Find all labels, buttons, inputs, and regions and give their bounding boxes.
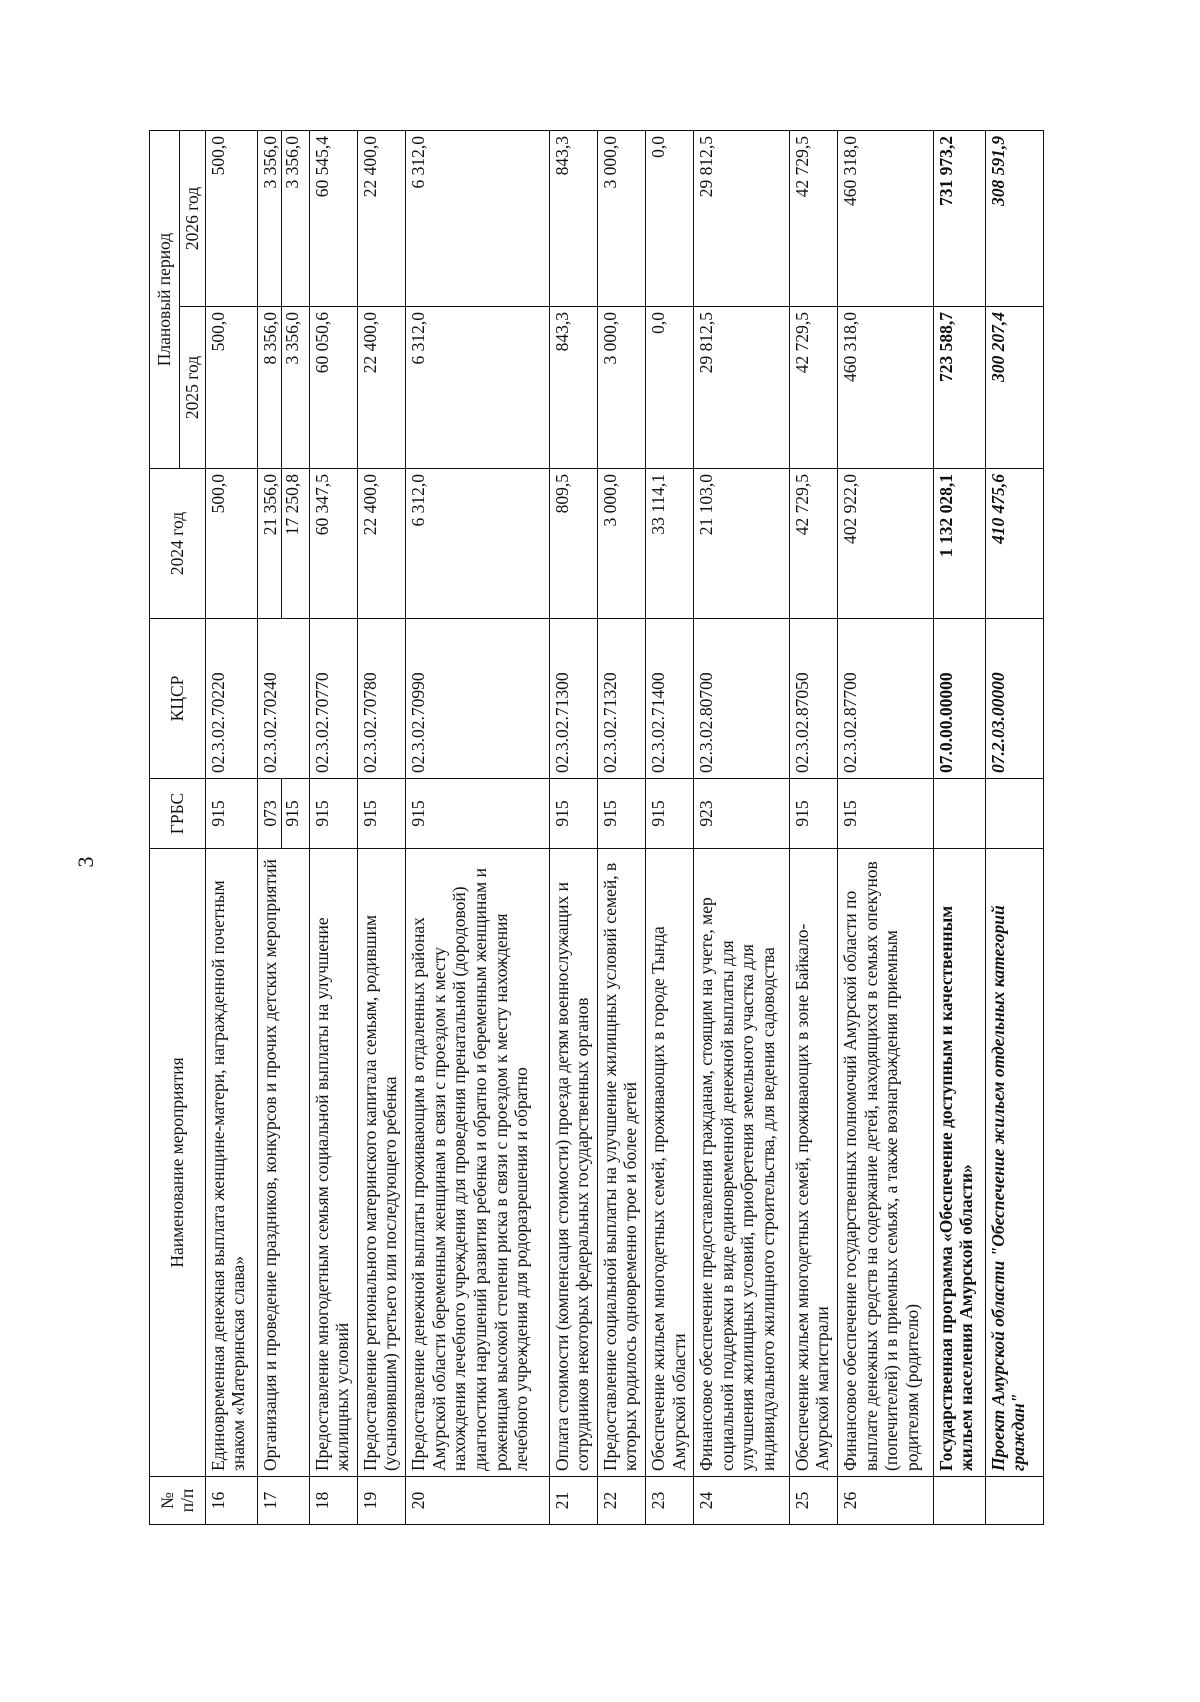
row-2024-value: 22 400,0	[359, 474, 380, 536]
row-2025-value: 500,0	[207, 312, 228, 352]
row-grbs	[357, 779, 405, 849]
row-grbs	[257, 779, 309, 849]
row-2024	[837, 469, 933, 619]
row-grbs	[549, 779, 597, 849]
row-kcsr: 02.3.02.70990	[405, 619, 549, 779]
row-2025	[837, 307, 933, 469]
row-2024-value: 60 347,5	[311, 474, 332, 536]
header-name: Наименование мероприятия	[150, 849, 206, 1477]
table-row	[257, 130, 309, 1524]
row-2024	[309, 469, 357, 619]
row-grbs-value: 915	[551, 800, 572, 827]
row-2024	[694, 469, 790, 619]
row-2025	[549, 307, 597, 469]
table-body	[205, 130, 1043, 1524]
row-grbs	[205, 779, 257, 849]
row-2026-value: 3 000,0	[599, 135, 620, 189]
row-2026-value: 42 729,5	[791, 135, 812, 198]
row-2024-value: 42 729,5	[791, 474, 812, 536]
header-2025: 2025 год	[180, 307, 206, 469]
row-number: 20	[405, 1477, 549, 1525]
row-2026-value: 0,0	[647, 135, 668, 158]
row-2025-value: 843,3	[551, 312, 572, 352]
row-2025	[789, 307, 837, 469]
row-kcsr: 02.3.02.70770	[309, 619, 357, 779]
row-2024	[549, 469, 597, 619]
row-2026	[645, 130, 693, 306]
project-num	[985, 1477, 1043, 1525]
row-number: 18	[309, 1477, 357, 1525]
row-name: Предоставление регионального материнского капитала семьям, родившим (усыновившим) третьего или последующего ребенка	[357, 849, 405, 1477]
row-grbs-value: 915	[407, 800, 428, 827]
row-2026-value: 6 312,0	[407, 135, 428, 189]
row-2026	[309, 130, 357, 306]
row-2025-value: 6 312,0	[407, 312, 428, 365]
row-kcsr: 02.3.02.80700	[694, 619, 790, 779]
budget-table	[149, 130, 1044, 1525]
header-num: № п/п	[150, 1477, 206, 1525]
row-grbs-value: 915	[311, 800, 332, 827]
row-2026	[549, 130, 597, 306]
row-2025-value: 29 812,5	[696, 312, 717, 374]
row-grbs-value: 073	[259, 800, 280, 827]
row-kcsr: 02.3.02.71320	[597, 619, 645, 779]
row-name: Финансовое обеспечение государственных полномочий Амурской области по выплате денежных средств на содержание детей, находящихся в семьях опекунов (попечителей) и в приемных семьях, а также вознаграждения приемным родителям (родителю)	[837, 849, 933, 1477]
row-name: Организация и проведение праздников, конкурсов и прочих детских мероприятий	[257, 849, 309, 1477]
row-kcsr: 02.3.02.87050	[789, 619, 837, 779]
total-2026: 731 973,2	[933, 130, 985, 306]
project-name: Проект Амурской области "Обеспечение жильем отдельных категорий граждан"	[985, 849, 1043, 1477]
row-2024-value: 17 250,8	[281, 469, 303, 618]
table-row	[645, 130, 693, 1524]
table-row	[597, 130, 645, 1524]
total-kcsr: 07.0.00.00000	[933, 619, 985, 779]
row-2024-value: 6 312,0	[407, 474, 428, 527]
row-name: Оплата стоимости (компенсация стоимости) проезда детям военнослужащих и сотрудников некоторых федеральных государственных органов	[549, 849, 597, 1477]
row-grbs	[405, 779, 549, 849]
row-2026-value: 29 812,5	[696, 135, 717, 198]
row-2025-value: 3 000,0	[599, 312, 620, 365]
row-2026-value: 3 356,0	[281, 131, 303, 306]
row-2025-value: 460 318,0	[839, 312, 860, 382]
row-2024-value: 809,5	[551, 474, 572, 514]
row-grbs	[837, 779, 933, 849]
table-row	[205, 130, 257, 1524]
row-2024	[257, 469, 309, 619]
total-row	[933, 130, 985, 1524]
row-2024	[645, 469, 693, 619]
row-2025-value: 3 356,0	[281, 307, 303, 468]
row-2025	[597, 307, 645, 469]
row-2026-value: 60 545,4	[311, 135, 332, 198]
row-kcsr: 02.3.02.70240	[257, 619, 309, 779]
rotated-table-container	[149, 131, 1044, 1525]
row-2026-value: 843,3	[551, 135, 572, 176]
table-row	[789, 130, 837, 1524]
row-2026	[789, 130, 837, 306]
row-2024-value: 500,0	[207, 474, 228, 514]
project-2024: 410 475,6	[985, 469, 1043, 619]
table-row	[549, 130, 597, 1524]
row-2024	[597, 469, 645, 619]
row-name: Обеспечение жильем многодетных семей, проживающих в городе Тында Амурской области	[645, 849, 693, 1477]
total-num	[933, 1477, 985, 1525]
project-2026: 308 591,9	[985, 130, 1043, 306]
row-2025-value: 60 050,6	[311, 312, 332, 374]
row-2025	[645, 307, 693, 469]
row-name: Предоставление социальной выплаты на улучшение жилищных условий семей, в которых родилось одновременно трое и более детей	[597, 849, 645, 1477]
row-2026	[257, 130, 309, 306]
row-number: 21	[549, 1477, 597, 1525]
row-2025	[405, 307, 549, 469]
row-kcsr: 02.3.02.70220	[205, 619, 257, 779]
row-number: 26	[837, 1477, 933, 1525]
total-name: Государственная программа «Обеспечение доступным и качественным жильем населения Амурской области»	[933, 849, 985, 1477]
row-2026	[837, 130, 933, 306]
row-2026-value: 500,0	[207, 135, 228, 176]
row-grbs-value: 915	[839, 800, 860, 827]
header-plan-period: Плановый период	[150, 130, 180, 468]
row-number: 23	[645, 1477, 693, 1525]
row-kcsr: 02.3.02.71300	[549, 619, 597, 779]
header-kcsr: КЦСР	[150, 619, 206, 779]
row-2026	[597, 130, 645, 306]
row-2026-value: 22 400,0	[359, 135, 380, 198]
row-2025-value: 8 356,0	[259, 312, 280, 365]
row-2024	[789, 469, 837, 619]
row-2025	[205, 307, 257, 469]
row-number: 24	[694, 1477, 790, 1525]
row-2025	[309, 307, 357, 469]
row-2025	[357, 307, 405, 469]
row-2025-value: 22 400,0	[359, 312, 380, 374]
row-grbs-value: 915	[599, 800, 620, 827]
page-number: 3	[73, 856, 98, 868]
row-grbs-value: 915	[791, 800, 812, 827]
row-kcsr: 02.3.02.70780	[357, 619, 405, 779]
row-2026-value: 3 356,0	[259, 135, 280, 189]
row-grbs-value: 915	[281, 779, 303, 848]
row-grbs-value: 915	[359, 800, 380, 827]
row-2026	[405, 130, 549, 306]
table-row	[405, 130, 549, 1524]
row-grbs-value: 915	[647, 800, 668, 827]
row-number: 25	[789, 1477, 837, 1525]
table-row	[837, 130, 933, 1524]
table-row	[357, 130, 405, 1524]
row-grbs-value: 915	[207, 800, 228, 827]
row-number: 19	[357, 1477, 405, 1525]
row-name: Финансовое обеспечение предоставления гражданам, стоящим на учете, мер социальной поддержки в виде единовременной денежной выплаты для улучшения жилищных условий, приобретения земельного участка для индивидуального жилищного строительства, для ведения садоводства	[694, 849, 790, 1477]
total-2025: 723 588,7	[933, 307, 985, 469]
row-2024	[357, 469, 405, 619]
total-2024: 1 132 028,1	[933, 469, 985, 619]
row-2024-value: 402 922,0	[839, 474, 860, 544]
row-2025	[257, 307, 309, 469]
row-2024	[205, 469, 257, 619]
project-row	[985, 130, 1043, 1524]
row-2026	[694, 130, 790, 306]
row-2024-value: 3 000,0	[599, 474, 620, 527]
row-number: 22	[597, 1477, 645, 1525]
row-grbs	[645, 779, 693, 849]
row-2024-value: 21 356,0	[259, 474, 280, 536]
project-grbs	[985, 779, 1043, 849]
row-2024-value: 21 103,0	[696, 474, 717, 536]
row-name: Предоставление денежной выплаты проживающим в отдаленных районах Амурской области беременным женщинам в связи с проездом к месту нахождения лечебного учреждения для проведения пренатальной (дородовой) диагностики нарушений развития ребенка и обратно и беременным женщинам и роженицам высокой степени риска в связи с проездом к месту нахождения лечебного учреждения для родоразрешения и обратно	[405, 849, 549, 1477]
row-number: 16	[205, 1477, 257, 1525]
row-2024-value: 33 114,1	[647, 474, 668, 535]
row-name: Единовременная денежная выплата женщине-матери, награжденной почетным знаком «Материнская слава»	[205, 849, 257, 1477]
table-row	[309, 130, 357, 1524]
row-grbs-value: 923	[696, 800, 717, 827]
row-grbs	[597, 779, 645, 849]
row-2025-value: 42 729,5	[791, 312, 812, 374]
row-grbs	[789, 779, 837, 849]
row-grbs	[309, 779, 357, 849]
row-2025-value: 0,0	[647, 312, 668, 334]
row-number: 17	[257, 1477, 309, 1525]
row-kcsr: 02.3.02.71400	[645, 619, 693, 779]
row-2024	[405, 469, 549, 619]
row-2026-value: 460 318,0	[839, 135, 860, 206]
row-2025	[694, 307, 790, 469]
project-kcsr: 07.2.03.00000	[985, 619, 1043, 779]
row-2026	[205, 130, 257, 306]
row-name: Предоставление многодетным семьям социальной выплаты на улучшение жилищных условий	[309, 849, 357, 1477]
project-2025: 300 207,4	[985, 307, 1043, 469]
row-2026	[357, 130, 405, 306]
row-kcsr: 02.3.02.87700	[837, 619, 933, 779]
row-grbs	[694, 779, 790, 849]
header-2024: 2024 год	[150, 469, 206, 619]
header-grbs: ГРБС	[150, 779, 206, 849]
total-grbs	[933, 779, 985, 849]
row-name: Обеспечение жильем многодетных семей, проживающих в зоне Байкало-Амурской магистрали	[789, 849, 837, 1477]
header-2026: 2026 год	[180, 130, 206, 306]
table-row	[694, 130, 790, 1524]
